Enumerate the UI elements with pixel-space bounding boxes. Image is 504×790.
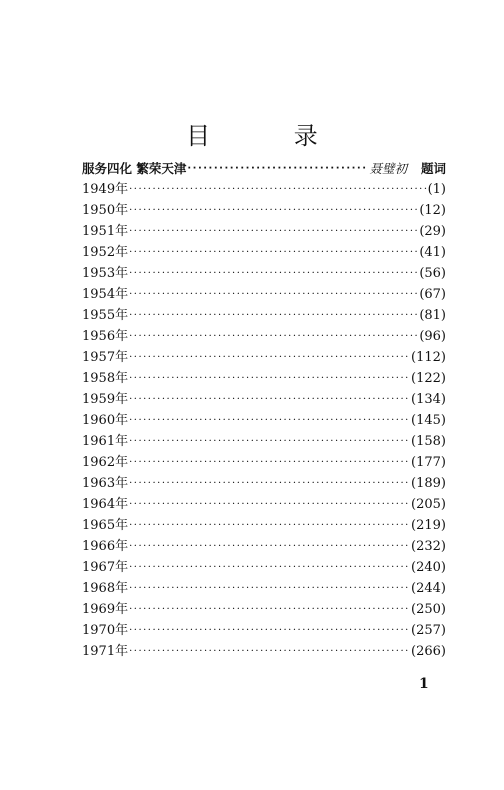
- toc-entry-label: 1950年: [82, 203, 129, 218]
- dot-leader: [129, 200, 418, 221]
- dot-leader: [129, 284, 418, 305]
- dot-leader: [129, 263, 418, 284]
- toc-entry-label: 1966年: [82, 539, 129, 554]
- toc-entry-label: 1954年: [82, 287, 129, 302]
- toc-entry-note: 题词: [420, 161, 446, 176]
- dot-leader: [129, 347, 410, 368]
- toc-entry-label: 1951年: [82, 224, 129, 239]
- dot-leader: [129, 305, 418, 326]
- toc-entry-page: (266): [411, 644, 446, 659]
- toc-entry: [82, 494, 446, 515]
- toc-entry: [82, 431, 446, 452]
- toc-entry: [82, 200, 446, 221]
- toc-entry-page: (56): [419, 266, 446, 281]
- toc-entry: [82, 179, 446, 200]
- toc-entry: [82, 410, 446, 431]
- toc-entry-page: (205): [411, 497, 446, 512]
- toc-entry: [82, 578, 446, 599]
- toc-entry: [82, 599, 446, 620]
- toc-header-entry: [82, 158, 446, 179]
- toc-entry-page: (240): [411, 560, 446, 575]
- toc-entry-page: (134): [411, 392, 446, 407]
- toc-entry-label: 1962年: [82, 455, 129, 470]
- dot-leader: [129, 557, 410, 578]
- toc-entry-label: 1964年: [82, 497, 129, 512]
- toc-entry-page: (189): [411, 476, 446, 491]
- toc-entry-label: 1969年: [82, 602, 129, 617]
- toc-entry: [82, 263, 446, 284]
- dot-leader: [129, 431, 410, 452]
- page-number: 1: [419, 676, 429, 692]
- toc-entry-page: (96): [419, 329, 446, 344]
- dot-leader: [129, 620, 410, 641]
- toc-entry-page: (177): [411, 455, 446, 470]
- toc-entry-page: (257): [411, 623, 446, 638]
- dot-leader: [129, 494, 410, 515]
- toc-entry-label: 1968年: [82, 581, 129, 596]
- toc-entry-label: 1949年: [82, 182, 129, 197]
- toc-entry-page: (81): [419, 308, 446, 323]
- toc-entry-label: 1957年: [82, 350, 129, 365]
- toc-entry-label: 1960年: [82, 413, 129, 428]
- dot-leader: [129, 515, 410, 536]
- toc-entry-list: [82, 179, 446, 662]
- toc-entry: [82, 536, 446, 557]
- toc-entry-label: 1971年: [82, 644, 129, 659]
- toc-entry-page: (112): [411, 350, 446, 365]
- toc-entry-page: (250): [411, 602, 446, 617]
- toc-entry: [82, 368, 446, 389]
- toc-entry-page: (145): [411, 413, 446, 428]
- toc-entry-page: (232): [411, 539, 446, 554]
- toc-entry-page: (1): [427, 182, 446, 197]
- toc-entry-label: 1967年: [82, 560, 129, 575]
- toc-entry-label: 1970年: [82, 623, 129, 638]
- toc-entry: [82, 284, 446, 305]
- toc-entry: [82, 305, 446, 326]
- toc-entry: [82, 389, 446, 410]
- dot-leader: [129, 641, 410, 662]
- toc-entry: [82, 641, 446, 662]
- toc-entry-label: 1959年: [82, 392, 129, 407]
- dot-leader: [129, 368, 410, 389]
- toc-entry-page: (122): [411, 371, 446, 386]
- toc-entry-page: (12): [419, 203, 446, 218]
- dot-leader: [129, 389, 410, 410]
- dot-leader: [129, 536, 410, 557]
- dot-leader: [129, 473, 410, 494]
- toc-entry: [82, 347, 446, 368]
- toc-entry: [82, 242, 446, 263]
- toc-entry-label: 1956年: [82, 329, 129, 344]
- toc-entry-page: (67): [419, 287, 446, 302]
- toc-entry-label: 1963年: [82, 476, 129, 491]
- dot-leader: [129, 179, 426, 200]
- toc-entry-page: (244): [411, 581, 446, 596]
- toc-entry-label: 1965年: [82, 518, 129, 533]
- toc-entry: [82, 620, 446, 641]
- dot-leader: [187, 158, 368, 179]
- toc-entry-page: (219): [411, 518, 446, 533]
- table-of-contents: [82, 158, 446, 662]
- toc-entry: [82, 452, 446, 473]
- dot-leader: [129, 221, 418, 242]
- toc-entry-label: 1952年: [82, 245, 129, 260]
- dot-leader: [129, 410, 410, 431]
- toc-entry-label: 1955年: [82, 308, 129, 323]
- toc-entry: [82, 221, 446, 242]
- toc-entry: [82, 515, 446, 536]
- toc-entry-author: 聂璧初: [369, 161, 407, 176]
- dot-leader: [129, 452, 410, 473]
- page-title: 目 录: [186, 122, 356, 150]
- dot-leader: [129, 326, 418, 347]
- toc-entry: [82, 473, 446, 494]
- toc-entry-label: 服务四化 繁荣天津: [82, 161, 187, 176]
- toc-entry: [82, 326, 446, 347]
- toc-entry-label: 1958年: [82, 371, 129, 386]
- toc-entry-label: 1961年: [82, 434, 129, 449]
- toc-entry-label: 1953年: [82, 266, 129, 281]
- toc-entry-page: (29): [419, 224, 446, 239]
- toc-entry-page: (41): [419, 245, 446, 260]
- toc-entry: [82, 557, 446, 578]
- toc-entry-page: (158): [411, 434, 446, 449]
- dot-leader: [129, 578, 410, 599]
- dot-leader: [129, 599, 410, 620]
- dot-leader: [129, 242, 418, 263]
